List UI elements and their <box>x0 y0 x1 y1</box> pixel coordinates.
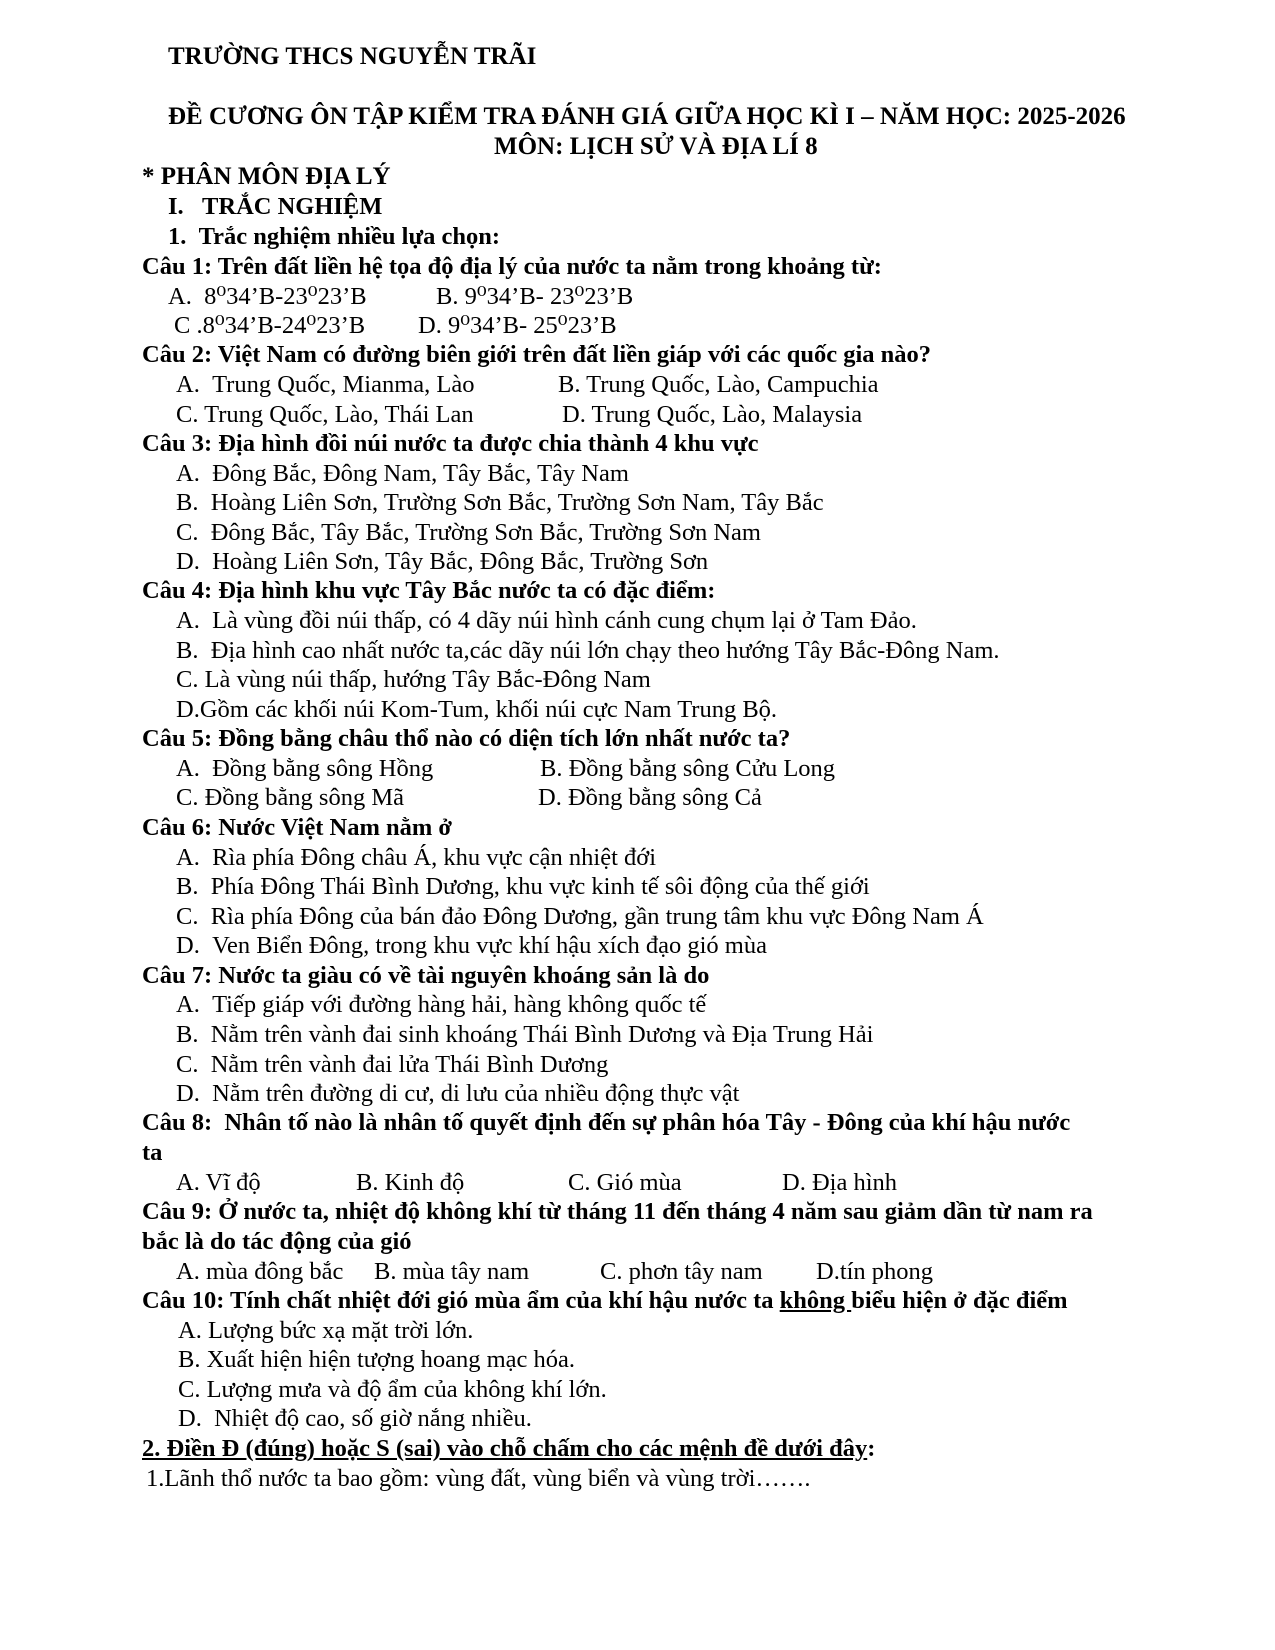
question-9-continued: bắc là do tác động của gió <box>142 1228 412 1255</box>
question-10 <box>142 1286 1068 1316</box>
q6-option-a: A. Rìa phía Đông châu Á, khu vực cận nhiệt đới <box>176 844 657 871</box>
q5-option-c: C. Đồng bằng sông Mã <box>176 784 404 811</box>
q10-underlined-word: không <box>779 1287 852 1314</box>
q10-option-b: B. Xuất hiện hiện tượng hoang mạc hóa. <box>178 1346 576 1373</box>
q1-option-c: C .8⁰34’B-24⁰23’B <box>174 312 366 339</box>
q1-option-a: A. 8⁰34’B-23⁰23’B <box>168 283 367 310</box>
question-6: Câu 6: Nước Việt Nam nằm ở <box>142 814 452 841</box>
question-2: Câu 2: Việt Nam có đường biên giới trên đất liền giáp với các quốc gia nào? <box>142 341 932 368</box>
q8-option-d: D. Địa hình <box>782 1169 897 1196</box>
q6-option-c: C. Rìa phía Đông của bán đảo Đông Dương, gần trung tâm khu vực Đông Nam Á <box>176 903 984 930</box>
subject-title: MÔN: LỊCH SỬ VÀ ĐỊA LÍ 8 <box>494 133 818 160</box>
q6-option-b: B. Phía Đông Thái Bình Dương, khu vực kinh tế sôi động của thế giới <box>176 873 870 900</box>
question-7: Câu 7: Nước ta giàu có về tài nguyên khoáng sản là do <box>142 962 710 989</box>
document-title: ĐỀ CƯƠNG ÔN TẬP KIỂM TRA ĐÁNH GIÁ GIỮA HỌC KÌ I – NĂM HỌC: 2025-2026 <box>168 103 1126 130</box>
subsection-heading: 1. Trắc nghiệm nhiều lựa chọn: <box>168 223 501 250</box>
q2-option-d: D. Trung Quốc, Lào, Malaysia <box>562 401 863 428</box>
q4-option-b: B. Địa hình cao nhất nước ta,các dãy núi lớn chạy theo hướng Tây Bắc-Đông Nam. <box>176 637 1000 664</box>
q8-option-a: A. Vĩ độ <box>176 1169 261 1196</box>
q5-option-a: A. Đồng bằng sông Hồng <box>176 755 434 782</box>
q10-option-a: A. Lượng bức xạ mặt trời lớn. <box>178 1317 474 1344</box>
question-8-continued: ta <box>142 1139 163 1166</box>
q5-option-b: B. Đồng bằng sông Cửu Long <box>540 755 836 782</box>
subsection-2-heading <box>142 1434 875 1464</box>
q2-option-b: B. Trung Quốc, Lào, Campuchia <box>558 371 879 398</box>
q10-text-after: biểu hiện ở đặc điểm <box>851 1287 1068 1314</box>
q7-option-c: C. Nằm trên vành đai lửa Thái Bình Dương <box>176 1051 609 1078</box>
question-8: Câu 8: Nhân tố nào là nhân tố quyết định đến sự phân hóa Tây - Đông của khí hậu nước <box>142 1109 1071 1136</box>
q6-option-d: D. Ven Biển Đông, trong khu vực khí hậu xích đạo gió mùa <box>176 932 767 959</box>
q4-option-c: C. Là vùng núi thấp, hướng Tây Bắc-Đông Nam <box>176 666 651 693</box>
subsection-2-colon: : <box>867 1435 876 1462</box>
part-heading: * PHÂN MÔN ĐỊA LÝ <box>142 163 391 190</box>
q2-option-c: C. Trung Quốc, Lào, Thái Lan <box>176 401 474 428</box>
question-9: Câu 9: Ở nước ta, nhiệt độ không khí từ tháng 11 đến tháng 4 năm sau giảm dần từ nam ra <box>142 1198 1093 1225</box>
q10-text-before: Câu 10: Tính chất nhiệt đới gió mùa ẩm của khí hậu nước ta <box>142 1287 780 1314</box>
q8-option-b: B. Kinh độ <box>356 1169 465 1196</box>
q9-option-c: C. phơn tây nam <box>600 1258 763 1285</box>
q7-option-a: A. Tiếp giáp với đường hàng hải, hàng không quốc tế <box>176 991 707 1018</box>
q3-option-b: B. Hoàng Liên Sơn, Trường Sơn Bắc, Trường Sơn Nam, Tây Bắc <box>176 489 824 516</box>
q7-option-b: B. Nằm trên vành đai sinh khoáng Thái Bình Dương và Địa Trung Hải <box>176 1021 874 1048</box>
question-5: Câu 5: Đồng bằng châu thổ nào có diện tích lớn nhất nước ta? <box>142 725 791 752</box>
subsection-2-text: 2. Điền Đ (đúng) hoặc S (sai) vào chỗ chấm cho các mệnh đề dưới đây <box>142 1435 868 1462</box>
q4-option-a: A. Là vùng đồi núi thấp, có 4 dãy núi hình cánh cung chụm lại ở Tam Đảo. <box>176 607 917 634</box>
school-name: TRƯỜNG THCS NGUYỄN TRÃI <box>168 43 537 70</box>
q5-option-d: D. Đồng bằng sông Cả <box>538 784 762 811</box>
q3-option-a: A. Đông Bắc, Đông Nam, Tây Bắc, Tây Nam <box>176 460 629 487</box>
q10-option-d: D. Nhiệt độ cao, số giờ nắng nhiều. <box>178 1405 532 1432</box>
q9-option-b: B. mùa tây nam <box>374 1258 530 1285</box>
q8-option-c: C. Gió mùa <box>568 1169 682 1196</box>
q1-option-d: D. 9⁰34’B- 25⁰23’B <box>418 312 617 339</box>
q4-option-d: D.Gồm các khối núi Kom-Tum, khối núi cực Nam Trung Bộ. <box>176 696 778 723</box>
q1-option-b: B. 9⁰34’B- 23⁰23’B <box>436 283 634 310</box>
q9-option-d: D.tín phong <box>816 1258 934 1285</box>
statement-1: 1.Lãnh thổ nước ta bao gồm: vùng đất, vùng biển và vùng trời……. <box>146 1465 811 1492</box>
question-1: Câu 1: Trên đất liền hệ tọa độ địa lý của nước ta nằm trong khoảng từ: <box>142 253 882 280</box>
q10-option-c: C. Lượng mưa và độ ẩm của không khí lớn. <box>178 1376 607 1403</box>
question-4: Câu 4: Địa hình khu vực Tây Bắc nước ta có đặc điểm: <box>142 577 716 604</box>
q3-option-c: C. Đông Bắc, Tây Bắc, Trường Sơn Bắc, Trường Sơn Nam <box>176 519 761 546</box>
section-heading: I. TRẮC NGHIỆM <box>168 193 383 220</box>
question-3: Câu 3: Địa hình đồi núi nước ta được chia thành 4 khu vực <box>142 430 759 457</box>
q9-option-a: A. mùa đông bắc <box>176 1258 344 1285</box>
q3-option-d: D. Hoàng Liên Sơn, Tây Bắc, Đông Bắc, Trường Sơn <box>176 548 709 575</box>
q2-option-a: A. Trung Quốc, Mianma, Lào <box>176 371 475 398</box>
q7-option-d: D. Nằm trên đường di cư, di lưu của nhiều động thực vật <box>176 1080 740 1107</box>
